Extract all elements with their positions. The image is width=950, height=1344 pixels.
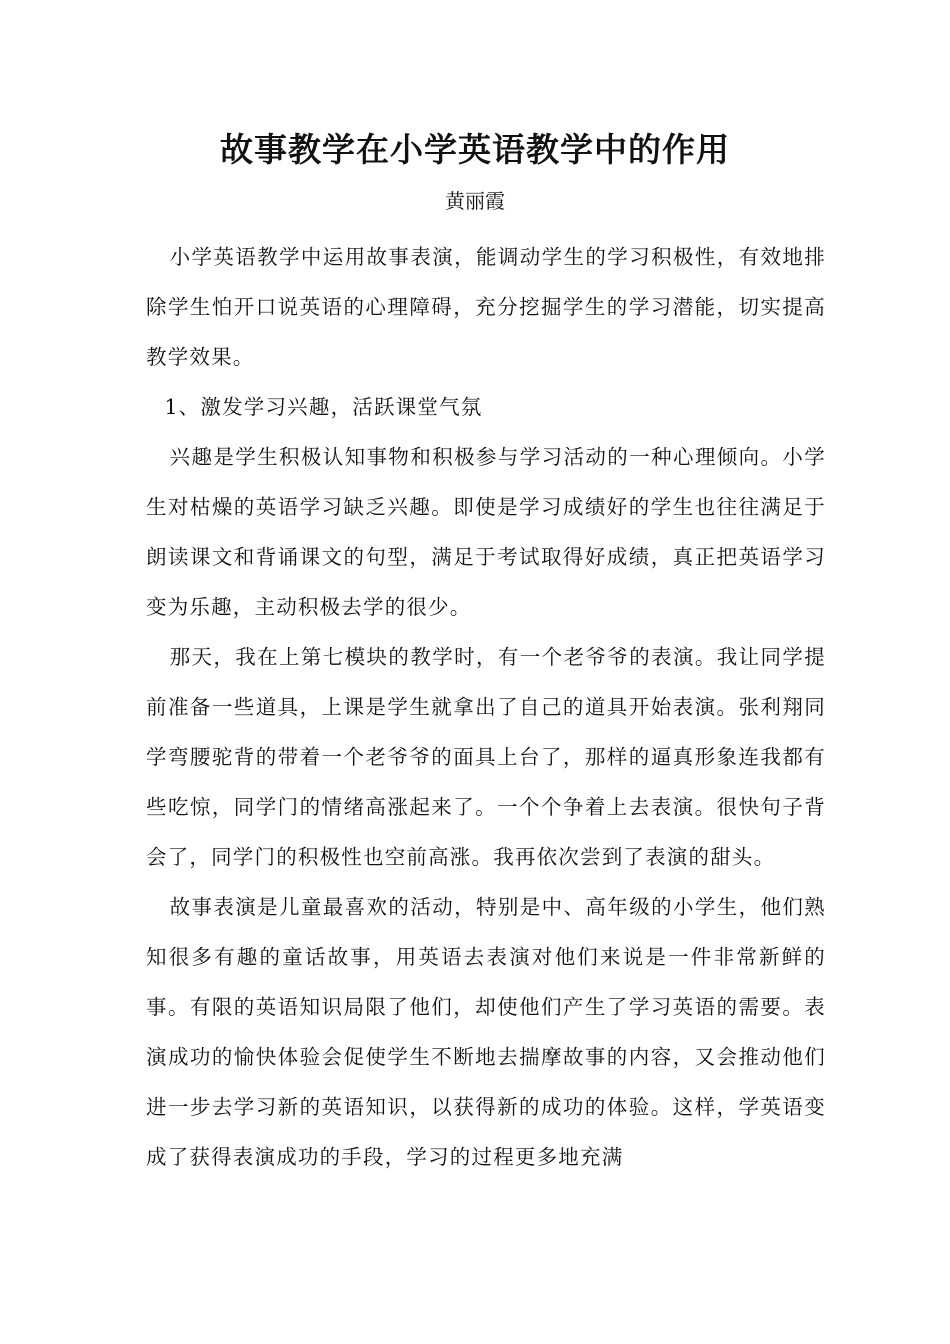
document-author: 黄丽霞 — [445, 189, 505, 213]
paragraph-interest: 兴趣是学生积极认知事物和积极参与学习活动的一种心理倾向。小学生对枯燥的英语学习缺乏兴趣。即使是学习成绩好的学生也往往满足于朗读课文和背诵课文的句型，满足于考试取得好成绩，真正把英语学习变为乐趣，主动积极去学的很少。 — [146, 445, 826, 619]
paragraph-intro: 小学英语教学中运用故事表演，能调动学生的学习积极性，有效地排除学生怕开口说英语的心理障碍，充分挖掘学生的学习潜能，切实提高教学效果。 — [146, 245, 826, 369]
paragraph-story-performance: 故事表演是儿童最喜欢的活动，特别是中、高年级的小学生，他们熟知很多有趣的童话故事，用英语去表演对他们来说是一件非常新鲜的事。有限的英语知识局限了他们，却使他们产生了学习英语的需要。表演成功的愉快体验会促使学生不断地去揣摩故事的内容，又会推动他们进一步去学习新的英语知识，以获得新的成功的体验。这样，学英语变成了获得表演成功的手段，学习的过程更多地充满 — [146, 895, 826, 1169]
document-title: 故事教学在小学英语教学中的作用 — [220, 130, 730, 169]
section-heading-1: 1、激发学习兴趣，活跃课堂气氛 — [164, 395, 483, 419]
document-body — [146, 232, 826, 1182]
paragraph-example: 那天，我在上第七模块的教学时，有一个老爷爷的表演。我让同学提前准备一些道具，上课是学生就拿出了自己的道具开始表演。张利翔同学弯腰驼背的带着一个老爷爷的面具上台了，那样的逼真形象连我都有些吃惊，同学门的情绪高涨起来了。一个个争着上去表演。很快句子背会了，同学门的积极性也空前高涨。我再依次尝到了表演的甜头。 — [146, 645, 826, 869]
